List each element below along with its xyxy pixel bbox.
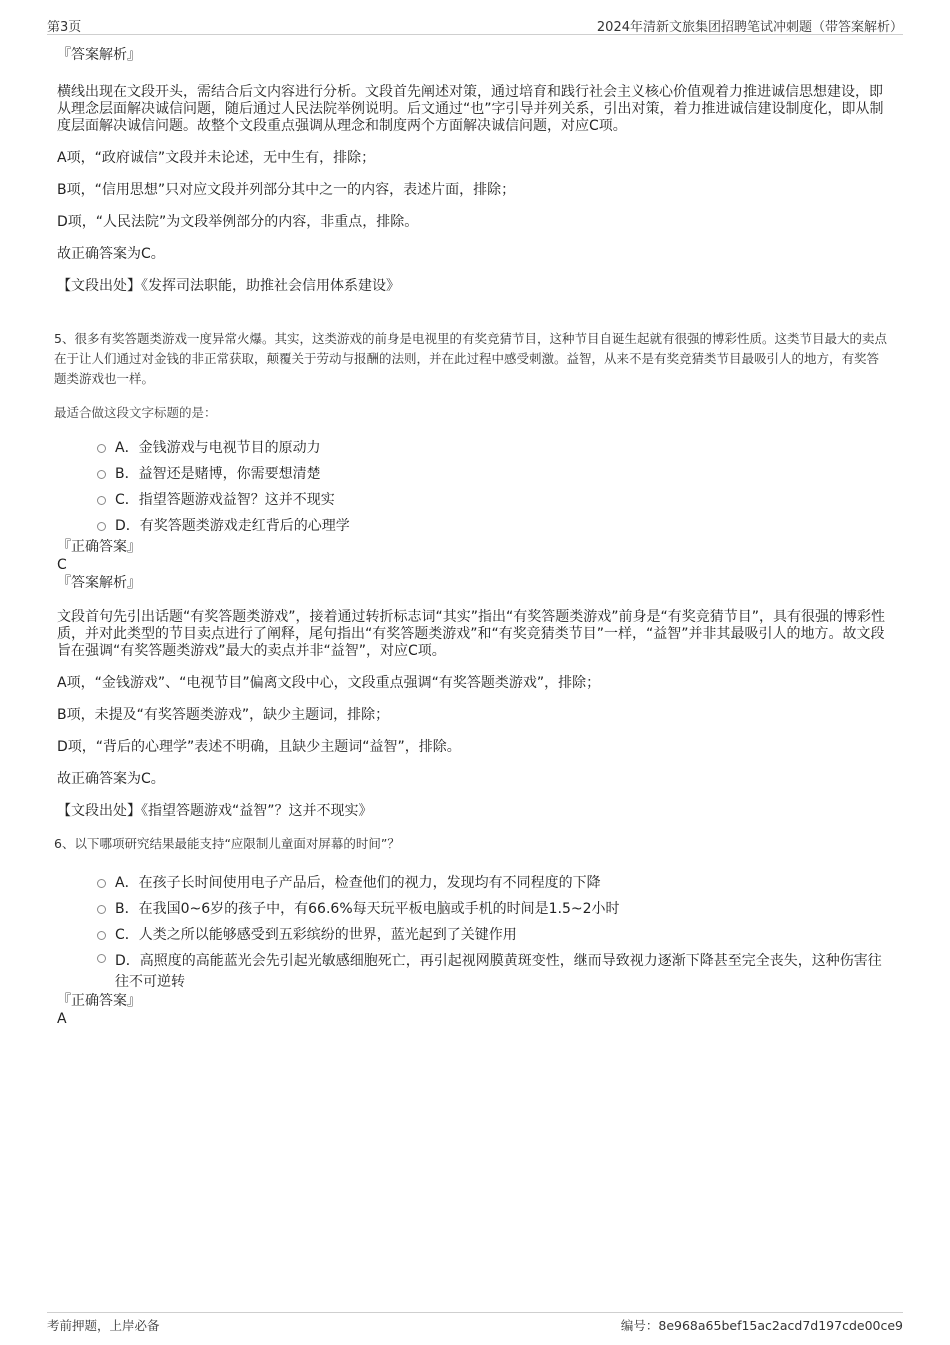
page-footer — [47, 1312, 903, 1335]
page-number: 第3页 — [47, 20, 82, 35]
q4-analysis-text: 横线出现在文段开头，需结合后文内容进行分析。文段首先阐述对策，通过培育和践行社会主义核心价值观着力推进诚信思想建设，即从理念层面解决诚信问题，随后通过人民法院举例说明。后文通过“也”字引导并列关系，引出对策，着力推进诚信建设制度化，即从制度层面解决诚信问题。故整个文段重点强调从理念和制度两个方面解决诚信问题，对应C项。 — [57, 84, 884, 134]
radio-icon[interactable] — [97, 931, 106, 940]
q5-source: 【文段出处】《指望答题游戏“益智”？这并不现实》 — [57, 803, 373, 819]
q6-options — [57, 870, 887, 993]
q5-note-a: A项，“金钱游戏”、“电视节目”偏离文段中心，文段重点强调“有奖答题类游戏”，排除； — [57, 675, 601, 691]
q5-option-b[interactable]: B．益智还是赌博，你需要想清楚 — [97, 461, 887, 487]
q6-stem: 6、以下哪项研究结果最能支持“应限制儿童面对屏幕的时间”？ — [54, 836, 400, 851]
q5-stem: 5、很多有奖答题类游戏一度异常火爆。其实，这类游戏的前身是电视里的有奖竞猜节目，这种节目自诞生起就有很强的博彩性质。这类节目最大的卖点在于让人们通过对金钱的非正常获取，颠覆关于劳动与报酬的法则，并在此过程中感受刺激。益智，从来不是有奖竞猜类节目最吸引人的地方，有奖答题类游戏也一样。 — [54, 331, 887, 386]
radio-icon[interactable] — [97, 522, 106, 531]
page-header — [47, 14, 903, 35]
q5-analysis-label: 『答案解析』 — [57, 575, 141, 591]
radio-icon[interactable] — [97, 905, 106, 914]
q5-options — [57, 435, 887, 539]
document-code-value: 8e968a65bef15ac2acd7d197cde00ce9 — [658, 1318, 903, 1333]
q6-answer-label: 『正确答案』 — [57, 993, 141, 1009]
q4-source: 【文段出处】《发挥司法职能，助推社会信用体系建设》 — [57, 278, 400, 294]
q5-note-d: D项，“背后的心理学”表述不明确，且缺少主题词“益智”，排除。 — [57, 739, 461, 755]
q6-option-b[interactable]: B．在我国0~6岁的孩子中，有66.6%每天玩平板电脑或手机的时间是1.5~2小时 — [97, 896, 887, 922]
page-content — [54, 44, 887, 1028]
radio-icon[interactable] — [97, 496, 106, 505]
q5-option-a[interactable]: A．金钱游戏与电视节目的原动力 — [97, 435, 887, 461]
q5-answer-label: 『正确答案』 — [57, 539, 141, 555]
document-code-label: 编号： — [620, 1318, 659, 1333]
q4-note-a: A项，“政府诚信”文段并未论述，无中生有，排除； — [57, 150, 376, 166]
q5-note-b: B项，未提及“有奖答题类游戏”，缺少主题词，排除； — [57, 707, 390, 723]
document-code — [621, 1316, 903, 1334]
q4-note-b: B项，“信用思想”只对应文段并列部分其中之一的内容，表述片面，排除； — [57, 182, 516, 198]
q6-option-c[interactable]: C．人类之所以能够感受到五彩缤纷的世界，蓝光起到了关键作用 — [97, 922, 887, 948]
q6-option-d[interactable]: D．高照度的高能蓝光会先引起光敏感细胞死亡，再引起视网膜黄斑变性，继而导致视力逐渐下降甚至完全丧失，这种伤害往往不可逆转 — [97, 948, 887, 993]
q5-analysis-text: 文段首句先引出话题“有奖答题类游戏”，接着通过转折标志词“其实”指出“有奖答题类游戏”前身是“有奖竞猜节目”，具有很强的博彩性质，并对此类型的节目卖点进行了阐释，尾句指出“有奖答题类游戏”和“有奖竞猜类节目”一样，“益智”并非其最吸引人的地方。故文段旨在强调“有奖答题类游戏”最大的卖点并非“益智”，对应C项。 — [57, 609, 886, 659]
document-title: 2024年清新文旅集团招聘笔试冲刺题（带答案解析） — [596, 20, 903, 35]
q5-prompt: 最适合做这段文字标题的是： — [54, 405, 217, 420]
q4-analysis-label: 『答案解析』 — [57, 47, 141, 63]
radio-icon[interactable] — [97, 879, 106, 888]
q6-option-a[interactable]: A．在孩子长时间使用电子产品后，检查他们的视力，发现均有不同程度的下降 — [97, 870, 887, 896]
radio-icon[interactable] — [97, 954, 106, 963]
radio-icon[interactable] — [97, 444, 106, 453]
q4-note-d: D项，“人民法院”为文段举例部分的内容，非重点，排除。 — [57, 214, 419, 230]
q5-option-d[interactable]: D．有奖答题类游戏走红背后的心理学 — [97, 513, 887, 539]
q5-conclusion: 故正确答案为C。 — [57, 771, 165, 787]
footer-slogan: 考前押题，上岸必备 — [47, 1318, 160, 1333]
q6-answer: A — [57, 1011, 67, 1027]
q5-answer: C — [57, 557, 67, 573]
q4-conclusion: 故正确答案为C。 — [57, 246, 165, 262]
radio-icon[interactable] — [97, 470, 106, 479]
q5-option-c[interactable]: C．指望答题游戏益智？这并不现实 — [97, 487, 887, 513]
